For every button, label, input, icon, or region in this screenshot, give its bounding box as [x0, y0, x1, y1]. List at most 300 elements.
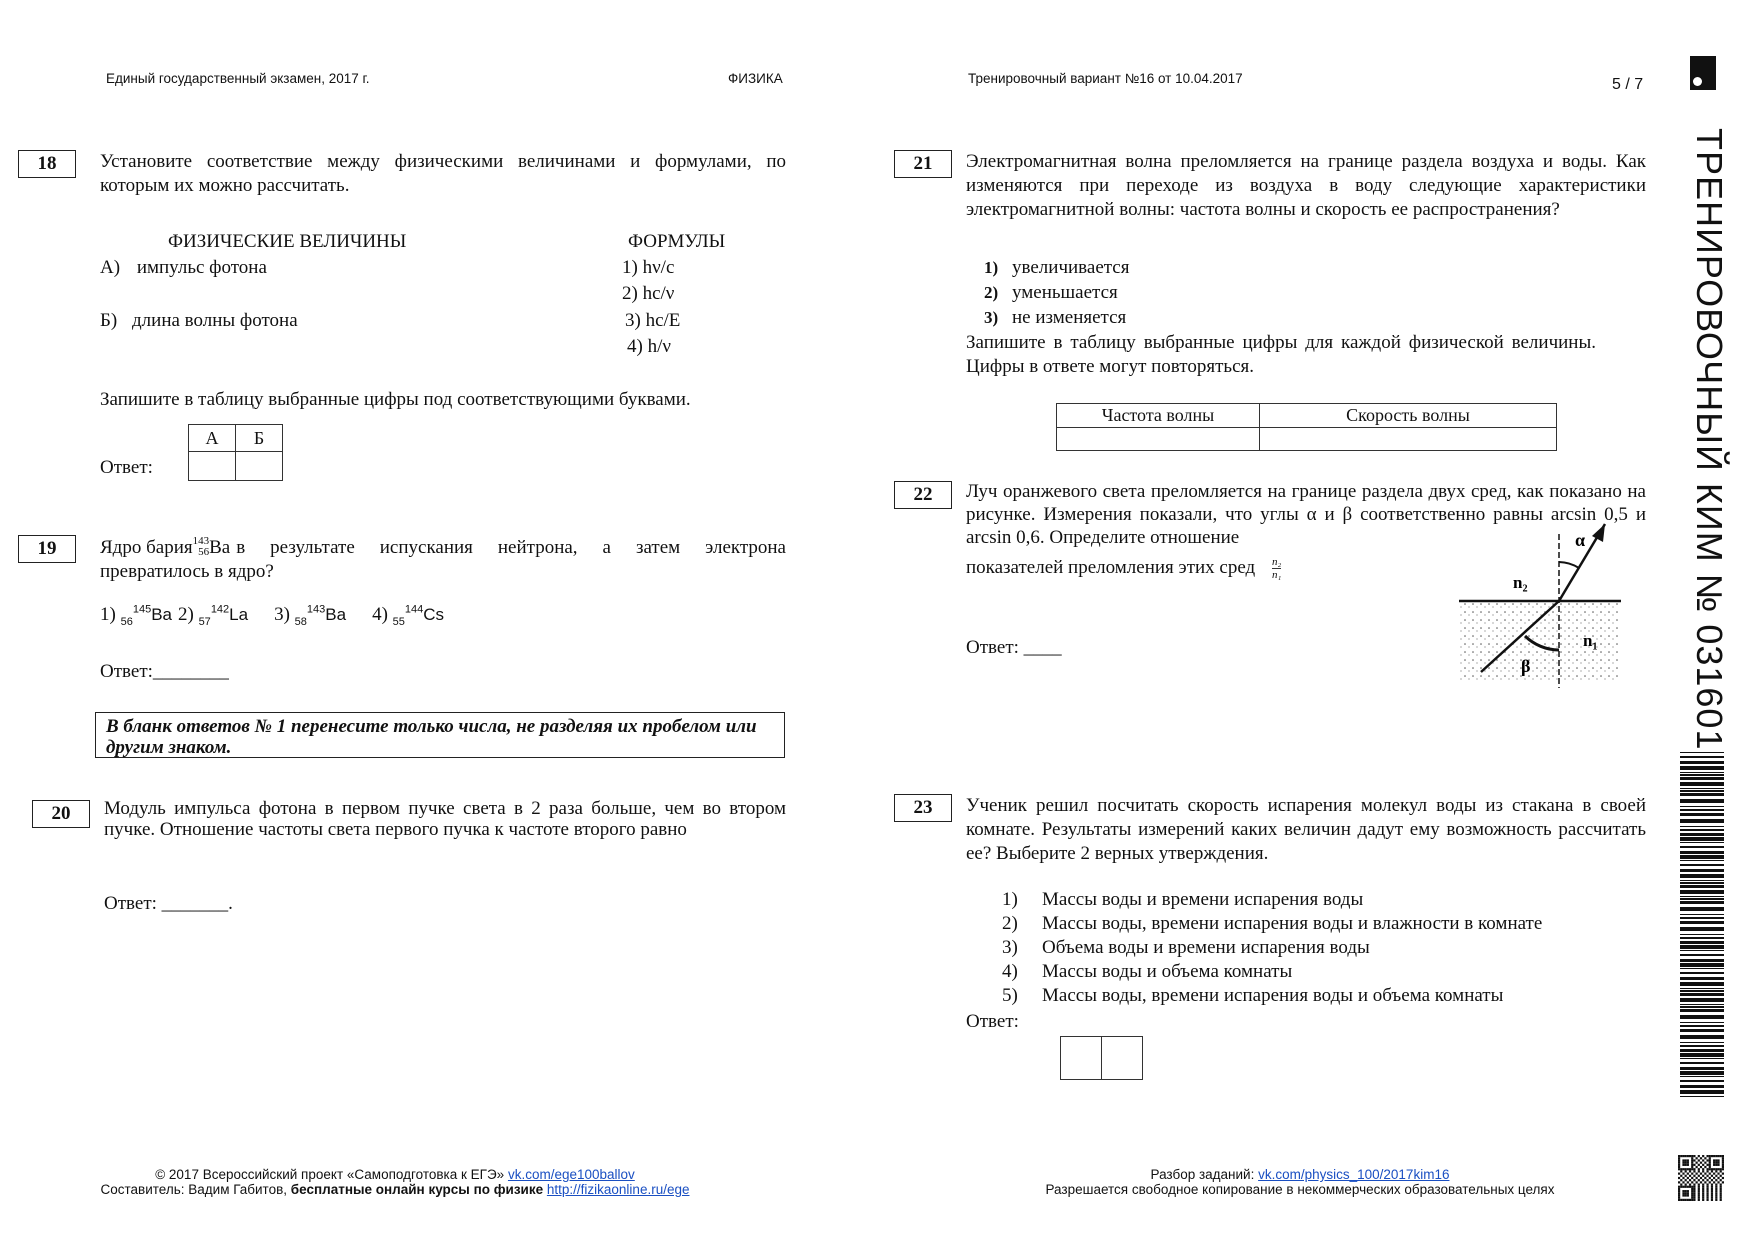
qr-module: [1693, 1170, 1695, 1172]
question-number-23: 23: [894, 794, 952, 822]
footer-left: [80, 1167, 710, 1197]
qr-module: [1706, 1155, 1708, 1157]
qr-module: [1691, 1186, 1693, 1188]
barcode-bar: [1680, 829, 1724, 831]
qr-module: [1698, 1186, 1700, 1188]
footer-right-line1: [990, 1167, 1610, 1182]
barcode-bar: [1680, 988, 1724, 989]
barcode-bar: [1680, 898, 1724, 900]
footer-link-vk-ege[interactable]: vk.com/ege100ballov: [507, 1167, 635, 1182]
q19-text: [100, 536, 786, 584]
qr-module: [1711, 1194, 1713, 1196]
qr-module: [1715, 1155, 1717, 1157]
qr-module: [1685, 1164, 1687, 1166]
header-subject: ФИЗИКА: [728, 71, 783, 86]
q23-option-5: [1002, 985, 1503, 1007]
qr-module: [1693, 1159, 1695, 1161]
barcode-bar: [1680, 819, 1724, 823]
qr-module: [1709, 1168, 1711, 1170]
qr-module: [1704, 1166, 1706, 1168]
q19-option-1: [100, 604, 172, 629]
qr-module: [1717, 1173, 1719, 1175]
q22-fraction: [1272, 556, 1281, 581]
qr-module: [1720, 1190, 1722, 1192]
qr-module: [1711, 1179, 1713, 1181]
qr-module: [1691, 1157, 1693, 1159]
footer-right: [990, 1167, 1610, 1197]
barcode-bar: [1680, 907, 1724, 911]
qr-module: [1693, 1192, 1695, 1194]
q19-option-charge: 55: [392, 616, 405, 629]
qr-module: [1689, 1168, 1691, 1170]
qr-module: [1706, 1192, 1708, 1194]
side-label: ТРЕНИРОВОЧНЫЙ КИМ № 031601: [1689, 128, 1730, 751]
qr-module: [1693, 1155, 1695, 1157]
barcode-bar: [1680, 777, 1724, 780]
barcode-bar: [1680, 968, 1724, 969]
qr-module: [1680, 1186, 1682, 1188]
qr-module: [1682, 1177, 1684, 1179]
barcode-bar: [1680, 954, 1724, 956]
qr-module: [1682, 1199, 1684, 1201]
qr-module: [1696, 1177, 1698, 1179]
qr-module: [1722, 1162, 1724, 1164]
header-exam-title: Единый государственный экзамен, 2017 г.: [106, 71, 370, 86]
alpha-arc: [1559, 562, 1579, 568]
footer-link-analysis[interactable]: vk.com/physics_100/2017kim16: [1258, 1167, 1450, 1182]
q19-text-line2: превратилось в ядро?: [100, 561, 274, 582]
qr-module: [1715, 1159, 1717, 1161]
q19-option-num: 1): [100, 604, 116, 626]
qr-module: [1700, 1181, 1702, 1183]
q21-option-1-num: 1): [984, 258, 999, 277]
header-variant: Тренировочный вариант №16 от 10.04.2017: [968, 71, 1243, 86]
qr-code: [1678, 1155, 1724, 1201]
qr-module: [1715, 1162, 1717, 1164]
qr-module: [1678, 1199, 1680, 1201]
barcode-bar: [1680, 1071, 1724, 1075]
qr-module: [1685, 1170, 1687, 1172]
qr-module: [1717, 1159, 1719, 1161]
q19-option-num: 4): [372, 604, 388, 626]
qr-module: [1698, 1175, 1700, 1177]
q19-option-charge: 56: [120, 616, 133, 629]
qr-module: [1717, 1181, 1719, 1183]
qr-module: [1691, 1159, 1693, 1161]
qr-module: [1687, 1192, 1689, 1194]
q19-option-num: 3): [274, 604, 290, 626]
q19-option-charge: 57: [198, 616, 211, 629]
barcode-bar: [1680, 1049, 1724, 1052]
question-number-18: 18: [18, 150, 76, 178]
qr-module: [1689, 1170, 1691, 1172]
qr-module: [1698, 1197, 1700, 1199]
qr-module: [1680, 1183, 1682, 1185]
qr-module: [1722, 1164, 1724, 1166]
qr-module: [1691, 1197, 1693, 1199]
qr-module: [1678, 1177, 1680, 1179]
qr-module: [1713, 1177, 1715, 1179]
barcode-bar: [1680, 1006, 1724, 1008]
qr-module: [1698, 1179, 1700, 1181]
qr-module: [1702, 1194, 1704, 1196]
qr-module: [1709, 1177, 1711, 1179]
q21-text: Электромагнитная волна преломляется на границе раздела воздуха и воды. Как изменяются при переходе из воздуха в воду следующие характеристики электромагнитной волны: частота волны и скорость ее распространения?: [966, 151, 1646, 220]
qr-module: [1722, 1157, 1724, 1159]
qr-module: [1682, 1181, 1684, 1183]
barcode-bar: [1680, 950, 1724, 951]
q19-option-mass: 142: [210, 604, 230, 616]
barcode-bar: [1680, 1009, 1724, 1012]
qr-module: [1711, 1168, 1713, 1170]
qr-module: [1691, 1177, 1693, 1179]
q18-formula-4: 4) h/ν: [627, 336, 671, 357]
barcode-bar: [1680, 1035, 1724, 1039]
q21-option-2-label: уменьшается: [1012, 282, 1118, 303]
barcode-bar: [1680, 982, 1724, 986]
qr-module: [1696, 1181, 1698, 1183]
q18-answer-cell-a[interactable]: [189, 452, 236, 481]
barcode-bar: [1680, 890, 1724, 894]
barcode-bar: [1680, 901, 1724, 904]
q18-formula-3: 3) hc/E: [625, 310, 681, 331]
qr-module: [1702, 1164, 1704, 1166]
qr-module: [1702, 1186, 1704, 1188]
q23-option-2: [1002, 913, 1542, 935]
q23-option-2-label: Массы воды, времени испарения воды и влажности в комнате: [1042, 913, 1543, 934]
barcode-bar: [1680, 756, 1724, 758]
barcode-bar: [1680, 837, 1724, 841]
qr-module: [1720, 1199, 1722, 1201]
qr-module: [1685, 1168, 1687, 1170]
q19-option-mass: 144: [404, 604, 424, 616]
qr-module: [1715, 1186, 1717, 1188]
qr-module: [1696, 1162, 1698, 1164]
q21-option-2: [984, 282, 1118, 304]
qr-module: [1685, 1159, 1687, 1161]
qr-module: [1702, 1197, 1704, 1199]
qr-module: [1720, 1192, 1722, 1194]
q19-option-2: [177, 604, 249, 629]
q23-option-1-num: 1): [1002, 889, 1018, 910]
q18-col2-title: ФОРМУЛЫ: [628, 231, 726, 252]
qr-module: [1682, 1186, 1684, 1188]
qr-module: [1693, 1183, 1695, 1185]
qr-module: [1720, 1179, 1722, 1181]
q23-option-4-label: Массы воды и объема комнаты: [1042, 961, 1293, 982]
qr-module: [1693, 1164, 1695, 1166]
q23-option-5-label: Массы воды, времени испарения воды и объема комнаты: [1042, 985, 1504, 1006]
q23-option-2-num: 2): [1002, 913, 1018, 934]
qr-module: [1709, 1173, 1711, 1175]
qr-module: [1691, 1190, 1693, 1192]
qr-module: [1693, 1190, 1695, 1192]
q23-option-3: [1002, 937, 1370, 959]
qr-module: [1711, 1175, 1713, 1177]
q21-option-1: [984, 257, 1129, 279]
footer-link-fizikaonline[interactable]: http://fizikaonline.ru/ege: [546, 1182, 690, 1197]
qr-module: [1678, 1162, 1680, 1164]
qr-module: [1682, 1159, 1684, 1161]
qr-module: [1678, 1157, 1680, 1159]
qr-module: [1698, 1183, 1700, 1185]
qr-module: [1693, 1197, 1695, 1199]
q19-option-mass: 145: [132, 604, 152, 616]
qr-module: [1682, 1173, 1684, 1175]
qr-module: [1715, 1164, 1717, 1166]
qr-module: [1706, 1175, 1708, 1177]
qr-module: [1709, 1181, 1711, 1183]
barcode-bar: [1680, 813, 1724, 816]
barcode-bar: [1680, 842, 1724, 843]
qr-module: [1715, 1194, 1717, 1196]
qr-module: [1696, 1173, 1698, 1175]
q19-option-symbol: Ba: [325, 605, 347, 625]
barcode-bar: [1680, 752, 1724, 753]
q23-option-1-label: Массы воды и времени испарения воды: [1042, 889, 1364, 910]
qr-module: [1706, 1194, 1708, 1196]
qr-module: [1687, 1186, 1689, 1188]
barcode-bar: [1680, 885, 1724, 888]
qr-module: [1700, 1157, 1702, 1159]
barcode-bar: [1680, 864, 1724, 866]
qr-module: [1709, 1155, 1711, 1157]
qr-module: [1691, 1164, 1693, 1166]
qr-module: [1702, 1190, 1704, 1192]
q18-item-b-label: длина волны фотона: [132, 310, 298, 331]
q23-option-3-label: Объема воды и времени испарения воды: [1042, 937, 1370, 958]
q19-nuclide-charge: 56: [198, 546, 210, 558]
q23-option-1: [1002, 889, 1363, 911]
qr-module: [1713, 1181, 1715, 1183]
barcode-bar: [1680, 1042, 1724, 1043]
qr-module: [1691, 1155, 1693, 1157]
q21-option-1-label: увеличивается: [1012, 257, 1130, 278]
page-number: 5 / 7: [1612, 76, 1644, 93]
qr-module: [1717, 1155, 1719, 1157]
qr-module: [1693, 1188, 1695, 1190]
qr-module: [1685, 1183, 1687, 1185]
q21-option-3-label: не изменяется: [1012, 307, 1127, 328]
qr-module: [1678, 1197, 1680, 1199]
qr-module: [1713, 1173, 1715, 1175]
barcode-bar: [1680, 972, 1724, 974]
qr-module: [1687, 1162, 1689, 1164]
barcode-bar: [1680, 963, 1724, 967]
qr-module: [1689, 1175, 1691, 1177]
barcode-bar: [1680, 914, 1724, 915]
qr-module: [1700, 1173, 1702, 1175]
q18-text: Установите соответствие между физическими величинами и формулами, по которым их можно рассчитать.: [100, 151, 786, 196]
q23-answer-cell-1[interactable]: [1061, 1037, 1102, 1080]
qr-module: [1702, 1170, 1704, 1172]
qr-module: [1691, 1194, 1693, 1196]
qr-module: [1693, 1168, 1695, 1170]
qr-module: [1706, 1183, 1708, 1185]
qr-module: [1678, 1173, 1680, 1175]
q21-answer-cell-frequency[interactable]: [1057, 428, 1260, 451]
qr-module: [1709, 1162, 1711, 1164]
qr-module: [1698, 1188, 1700, 1190]
qr-module: [1720, 1175, 1722, 1177]
qr-module: [1687, 1181, 1689, 1183]
q22-text-line2: показателей преломления этих сред: [966, 556, 1256, 578]
qr-module: [1713, 1159, 1715, 1161]
footer-project: © 2017 Всероссийский проект «Самоподготовка к ЕГЭ»: [155, 1167, 505, 1182]
qr-module: [1698, 1159, 1700, 1161]
qr-module: [1696, 1166, 1698, 1168]
qr-module: [1704, 1162, 1706, 1164]
alpha-label: α: [1575, 530, 1586, 550]
qr-module: [1678, 1159, 1680, 1161]
qr-module: [1693, 1175, 1695, 1177]
qr-module: [1706, 1188, 1708, 1190]
q19-nuclide-mass: 143: [192, 535, 210, 547]
q18-formula-2: 2) hc/ν: [622, 283, 675, 304]
q18-answer-cell-b[interactable]: [236, 452, 283, 481]
qr-module: [1693, 1186, 1695, 1188]
qr-module: [1696, 1157, 1698, 1159]
barcode-bar: [1680, 993, 1724, 996]
qr-module: [1704, 1181, 1706, 1183]
q19-text-after: в результате испускания нейтрона, а затем электрона: [236, 537, 786, 558]
barcode-bar: [1680, 806, 1724, 807]
qr-module: [1711, 1155, 1713, 1157]
qr-module: [1706, 1199, 1708, 1201]
q19-option-symbol: Ba: [151, 605, 172, 625]
q18-table-header-b: Б: [236, 425, 283, 452]
q19-nuclide-symbol: Ba: [209, 537, 231, 558]
q21-option-2-num: 2): [984, 283, 999, 302]
qr-module: [1711, 1183, 1713, 1185]
qr-module: [1678, 1168, 1680, 1170]
qr-module: [1706, 1179, 1708, 1181]
qr-module: [1698, 1192, 1700, 1194]
qr-module: [1711, 1192, 1713, 1194]
barcode-bar: [1680, 959, 1724, 962]
qr-module: [1691, 1168, 1693, 1170]
q18-item-b-letter: Б): [100, 310, 118, 331]
qr-module: [1720, 1194, 1722, 1196]
q18-item-a: [100, 256, 267, 280]
qr-module: [1711, 1188, 1713, 1190]
barcode-bar: [1680, 882, 1724, 884]
qr-module: [1687, 1173, 1689, 1175]
qr-module: [1715, 1188, 1717, 1190]
q21-answer-cell-speed[interactable]: [1260, 428, 1557, 451]
q19-option-mass: 143: [306, 604, 326, 616]
barcode-bar: [1680, 1062, 1724, 1064]
barcode-bar: [1680, 846, 1724, 848]
q22-text-line2-wrap: [966, 556, 1281, 581]
qr-module: [1678, 1192, 1680, 1194]
qr-module: [1685, 1162, 1687, 1164]
q23-answer-cell-2[interactable]: [1102, 1037, 1143, 1080]
qr-module: [1706, 1168, 1708, 1170]
qr-module: [1709, 1157, 1711, 1159]
barcode-bar: [1680, 990, 1724, 992]
q19-nuclide: [193, 536, 231, 560]
qr-module: [1722, 1168, 1724, 1170]
qr-module: [1687, 1177, 1689, 1179]
qr-module: [1685, 1199, 1687, 1201]
q19-option-3: [274, 604, 347, 629]
qr-module: [1682, 1168, 1684, 1170]
q18-answer-table: [188, 424, 283, 481]
qr-module: [1678, 1166, 1680, 1168]
qr-module: [1722, 1173, 1724, 1175]
qr-module: [1706, 1170, 1708, 1172]
qr-module: [1720, 1188, 1722, 1190]
barcode-bar: [1680, 927, 1724, 931]
q23-option-5-num: 5): [1002, 985, 1018, 1006]
qr-module: [1717, 1168, 1719, 1170]
qr-module: [1702, 1168, 1704, 1170]
qr-module: [1720, 1168, 1722, 1170]
qr-module: [1682, 1192, 1684, 1194]
qr-module: [1702, 1188, 1704, 1190]
qr-module: [1691, 1192, 1693, 1194]
q22-refraction-figure: [1455, 522, 1627, 690]
q18-col1-title: ФИЗИЧЕСКИЕ ВЕЛИЧИНЫ: [168, 231, 407, 252]
barcode-bar: [1680, 774, 1724, 776]
qr-module: [1680, 1175, 1682, 1177]
qr-module: [1698, 1164, 1700, 1166]
qr-module: [1678, 1181, 1680, 1183]
barcode-bar: [1680, 1029, 1724, 1032]
q23-answer-label: Ответ:: [966, 1011, 1019, 1032]
barcode-bar: [1680, 1025, 1724, 1027]
barcode-bar: [1680, 782, 1724, 786]
qr-module: [1680, 1170, 1682, 1172]
qr-module: [1702, 1199, 1704, 1201]
qr-module: [1711, 1186, 1713, 1188]
barcode-bar: [1680, 793, 1724, 796]
qr-module: [1715, 1179, 1717, 1181]
qr-module: [1722, 1155, 1724, 1157]
barcode-bar: [1680, 1045, 1724, 1047]
qr-module: [1711, 1170, 1713, 1172]
barcode-bar: [1680, 1080, 1724, 1082]
qr-module: [1717, 1162, 1719, 1164]
qr-module: [1709, 1166, 1711, 1168]
question-number-20: 20: [32, 800, 90, 828]
q18-item-a-letter: А): [100, 257, 121, 278]
barcode-bar: [1680, 977, 1724, 980]
qr-module: [1713, 1164, 1715, 1166]
q23-option-3-num: 3): [1002, 937, 1018, 958]
qr-module: [1689, 1183, 1691, 1185]
qr-module: [1715, 1183, 1717, 1185]
q22-fraction-num: n₂: [1271, 556, 1282, 568]
qr-module: [1702, 1179, 1704, 1181]
qr-module: [1678, 1186, 1680, 1188]
qr-module: [1706, 1197, 1708, 1199]
q23-option-4-num: 4): [1002, 961, 1018, 982]
barcode-bar: [1680, 833, 1724, 836]
q23-text: Ученик решил посчитать скорость испарения молекул воды из стакана в своей комнате. Результаты измерений каких величин дадут ему возможность рассчитать ее? Выберите 2 верных утверждения.: [966, 795, 1646, 864]
q22-text-main: Луч оранжевого света преломляется на границе раздела двух сред, как показано на рисунке. Измерения показали, что углы α и β соответственно равны arcsin 0,5 и arcsin 0,6. Определите отношение: [966, 481, 1646, 548]
qr-module: [1700, 1166, 1702, 1168]
question-number-21: 21: [894, 150, 952, 178]
qr-module: [1717, 1164, 1719, 1166]
q18-item-b: [100, 309, 298, 333]
qr-module: [1702, 1159, 1704, 1161]
qr-module: [1700, 1177, 1702, 1179]
qr-module: [1682, 1190, 1684, 1192]
barcode-bar: [1680, 998, 1724, 1002]
qr-module: [1713, 1155, 1715, 1157]
